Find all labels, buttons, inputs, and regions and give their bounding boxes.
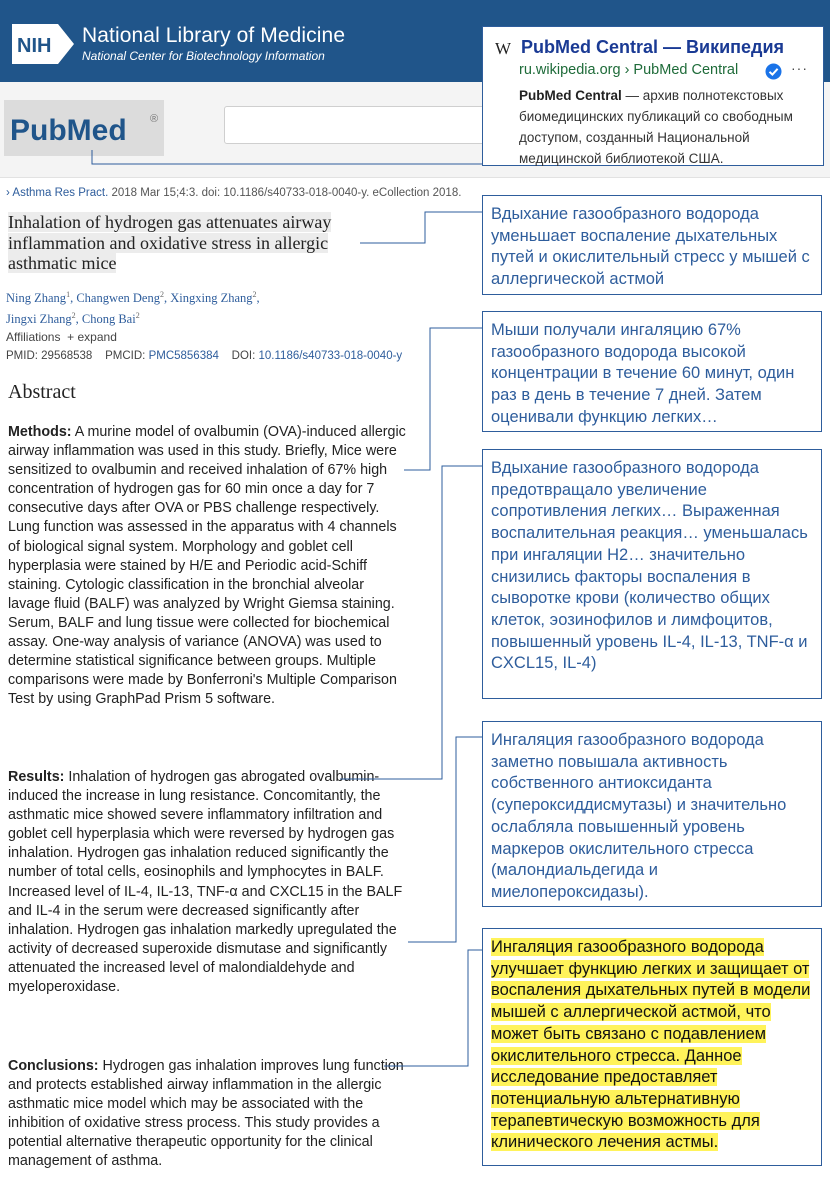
chevron-right-icon: › [6, 187, 10, 199]
connector-line [404, 328, 482, 470]
journal-link[interactable]: Asthma Res Pract. [12, 187, 109, 199]
callout-methods-translation: Мыши получали ингаляцию 67% газообразного водорода высокой концентрации в течение 60 минут, один раз в день в течение 7 дней. Затем оценивали функцию легких… [482, 311, 822, 432]
results-text: Inhalation of hydrogen gas abrogated ovalbumin-induced the increase in lung resistance. Concomitantly, the asthmatic mice showed severe inflammatory infiltration and goblet cell hyperplasia which were reversed by hydrogen gas inhalation. Hydrogen gas inhalation reduced significantly the number of total cells, eosinophils and lymphocytes in BALF. Increased level of IL-4, IL-13, TNF-α and CXCL15 in the BALF and IL-4 in the serum were decreased significantly after inhalation. Hydrogen gas inhalation markedly upregulated the activity of decreased superoxide dismutase and significantly attenuated the increased level of malondialdehyde and myeloperoxidase. [8, 769, 403, 996]
affiliations-label: Affiliations [6, 330, 61, 344]
wiki-desc-text: — архив полнотекстовых биомедицинских публикаций со свободным доступом, созданный Национальной медицинской библиотекой США. [519, 88, 793, 166]
conclusions-text: Hydrogen gas inhalation improves lung function and protects established airway inflammation in the allergic asthmatic mice model which may be associated with the inhibition of oxidative stress process. This study provides a potential alternative therapeutic opportunity for the clinical management of asthma. [8, 1058, 404, 1170]
author-affil-number: 2 [159, 290, 164, 299]
author-list: Ning Zhang$^1$, Changwen Deng$^2$, Xingxing Zhang$^2$, Jingxi Zhang$^2$, Chong Bai$^2$ [6, 290, 260, 327]
article-title-text: Inhalation of hydrogen gas attenuates airway inflammation and oxidative stress in allergic asthmatic mice [8, 212, 332, 273]
wikipedia-card [482, 26, 824, 166]
org-name[interactable]: National Library of Medicine [82, 24, 346, 47]
affiliations-row [6, 330, 117, 344]
pubmed-logo[interactable] [4, 100, 164, 156]
callout-title-translation: Вдыхание газообразного водорода уменьшает воспаление дыхательных путей и окислительный стресс у мышей с аллергической астмой [482, 195, 822, 295]
callout-antioxidant-translation: Ингаляция газообразного водорода заметно повышала активность собственного антиоксиданта (супероксиддисмутазы) и значительно ослабляла повышенный уровень маркеров окислительного стресса (малондиальдегида и миелопероксидазы). [482, 721, 822, 907]
pmcid-label: PMCID: [105, 350, 146, 362]
nih-logo-text: NIH [17, 35, 52, 57]
citation-text: 2018 Mar 15;4:3. doi: 10.1186/s40733-018-0040-y. eCollection 2018. [108, 187, 462, 199]
callout-results-translation: Вдыхание газообразного водорода предотвращало увеличение сопротивления легких… Выраженная воспалительная реакция… уменьшалась при ингаляции H2… значительно снизились факторы воспаления в сыворотке крови (количество общих клеток, эозинофилов и лимфоцитов, повышенный уровень IL-4, IL-13, TNF-α и CXCL15, IL-4) [482, 449, 822, 699]
connector-line [408, 737, 482, 942]
search-input[interactable] [224, 106, 494, 144]
nih-logo-icon[interactable] [12, 24, 74, 64]
pmid-label: PMID: [6, 350, 38, 362]
pubmed-logo-icon [4, 100, 164, 156]
methods-text: A murine model of ovalbumin (OVA)-induced allergic airway inflammation was used in this study. Briefly, Mice were sensitized to ovalbumin and received inhalation of 67% high concentration of hydrogen gas for 60 min once a day for 7 consecutive days after OVA or PBS challenge respectively. Lung function was assessed in the apparatus with 4 channels of biological signal system. Morphology and goblet cell hyperplasia were stained by H/E and Periodic acid-Schiff staining. Cytologic classification in the bronchial alveolar lavage fluid (BALF) was analyzed by Wright Giemsa staining. Serum, BALF and lung tissue were collected for biochemical assay. One-way analysis of variance (ANOVA) was used to determine statistical significance between groups. Multiple comparisons were made by Bonferroni's Multiple Comparison Test by using GraphPad Prism 5 software. [8, 424, 406, 708]
wikipedia-icon: W [495, 39, 512, 58]
conclusions-paragraph [8, 1057, 410, 1172]
author-affil-number: 1 [66, 290, 71, 299]
connector-line [360, 212, 482, 243]
author-affil-number: 2 [252, 290, 257, 299]
methods-label: Methods: [8, 424, 72, 440]
methods-paragraph [8, 423, 410, 709]
author-link[interactable]: Chong Bai [81, 312, 136, 327]
author-affil-number: 2 [71, 311, 76, 321]
wiki-description [519, 85, 819, 169]
doi-link[interactable]: 10.1186/s40733-018-0040-y [258, 350, 403, 362]
pubmed-logo-text: PubMed [10, 114, 127, 147]
author-link[interactable]: Ning Zhang [6, 291, 67, 306]
org-subtitle: National Center for Biotechnology Information [82, 49, 325, 63]
article-ids [6, 350, 402, 362]
abstract-heading: Abstract [8, 381, 76, 403]
wiki-title[interactable]: PubMed Central — Википедия [521, 37, 785, 57]
pmid-value: 29568538 [41, 350, 93, 362]
expand-button[interactable]: + expand [67, 330, 117, 344]
wiki-desc-bold: PubMed Central [519, 88, 622, 103]
conclusions-label: Conclusions: [8, 1058, 99, 1074]
results-label: Results: [8, 769, 65, 785]
wiki-domain[interactable]: ru.wikipedia.org › PubMed Central [519, 62, 739, 78]
author-affil-number: 2 [135, 311, 140, 321]
callout-conclusions-translation [482, 928, 822, 1166]
callout-conclusions-text: Ингаляция газообразного водорода улучшает функцию легких и защищает от воспаления дыхательных путей в модели мышей с аллергической астмой, что может быть связано с подавлением окислительного стресса. Данное исследование предоставляет потенциальную альтернативную терапевтическую возможность для клинического лечения астмы. [491, 938, 811, 1152]
pmcid-link[interactable]: PMC5856384 [148, 350, 219, 362]
verified-icon [765, 63, 782, 80]
article-title [8, 212, 378, 274]
author-link[interactable]: Changwen Deng [76, 291, 160, 306]
author-link[interactable]: Xingxing Zhang [170, 291, 253, 306]
journal-citation [6, 187, 461, 199]
more-options-icon[interactable]: ··· [791, 60, 808, 76]
results-paragraph [8, 768, 410, 997]
doi-label: DOI: [231, 350, 256, 362]
author-link[interactable]: Jingxi Zhang [6, 312, 72, 327]
svg-text:®: ® [150, 113, 159, 125]
